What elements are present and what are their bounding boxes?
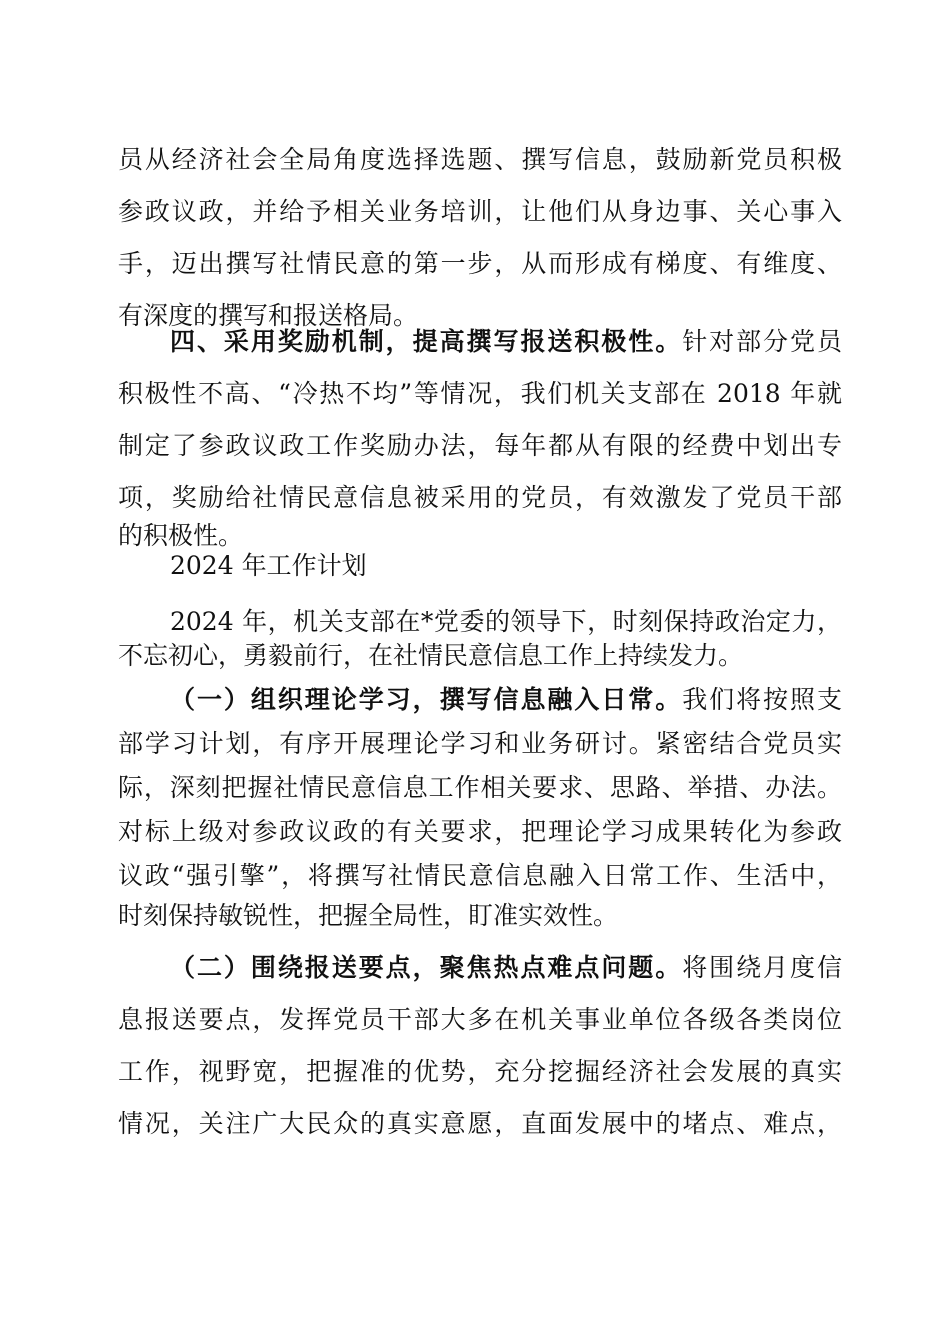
body-line: 不忘初心，勇毅前行，在社情民意信息工作上持续发力。 (118, 641, 744, 670)
body-line: 制定了参政议政工作奖励办法，每年都从有限的经费中划出专 (118, 431, 842, 460)
body-line: 项，奖励给社情民意信息被采用的党员，有效激发了党员干部 (118, 483, 842, 512)
section-two-heading: （二）围绕报送要点，聚焦热点难点问题。 (170, 953, 683, 982)
body-line: 部学习计划，有序开展理论学习和业务研讨。紧密结合党员实 (118, 729, 842, 758)
section-four-heading: 四、采用奖励机制，提高撰写报送积极性。 (170, 327, 683, 356)
body-line: 工作，视野宽，把握准的优势，充分挖掘经济社会发展的真实 (118, 1057, 842, 1086)
body-line: 议政“强引擎”，将撰写社情民意信息融入日常工作、生活中， (118, 861, 842, 890)
body-line: 对标上级对参政议政的有关要求，把理论学习成果转化为参政 (118, 817, 842, 846)
body-line: 息报送要点，发挥党员干部大多在机关事业单位各级各类岗位 (118, 1005, 842, 1034)
section-two-heading-line: （二）围绕报送要点，聚焦热点难点问题。将围绕月度信 (170, 953, 842, 982)
body-line: 员从经济社会全局角度选择选题、撰写信息，鼓励新党员积极 (118, 145, 842, 174)
body-line: 2024 年，机关支部在*党委的领导下，时刻保持政治定力， (170, 607, 842, 636)
section-one-heading: （一）组织理论学习，撰写信息融入日常。 (170, 685, 683, 714)
body-line: 情况，关注广大民众的真实意愿，直面发展中的堵点、难点， (118, 1109, 842, 1138)
plan-title: 2024 年工作计划 (170, 551, 367, 580)
body-line: 手，迈出撰写社情民意的第一步，从而形成有梯度、有维度、 (118, 249, 842, 278)
body-line: 有深度的撰写和报送格局。 (118, 301, 419, 330)
body-line: 参政议政，并给予相关业务培训，让他们从身边事、关心事入 (118, 197, 842, 226)
body-line: 积极性不高、“冷热不均”等情况，我们机关支部在 2018 年就 (118, 379, 842, 408)
section-four-heading-line: 四、采用奖励机制，提高撰写报送积极性。针对部分党员 (170, 327, 842, 356)
body-line: 时刻保持敏锐性，把握全局性，盯准实效性。 (118, 901, 619, 930)
section-one-heading-line: （一）组织理论学习，撰写信息融入日常。我们将按照支 (170, 685, 842, 714)
body-line: 的积极性。 (118, 521, 244, 550)
body-line: 际，深刻把握社情民意信息工作相关要求、思路、举措、办法。 (118, 773, 842, 802)
